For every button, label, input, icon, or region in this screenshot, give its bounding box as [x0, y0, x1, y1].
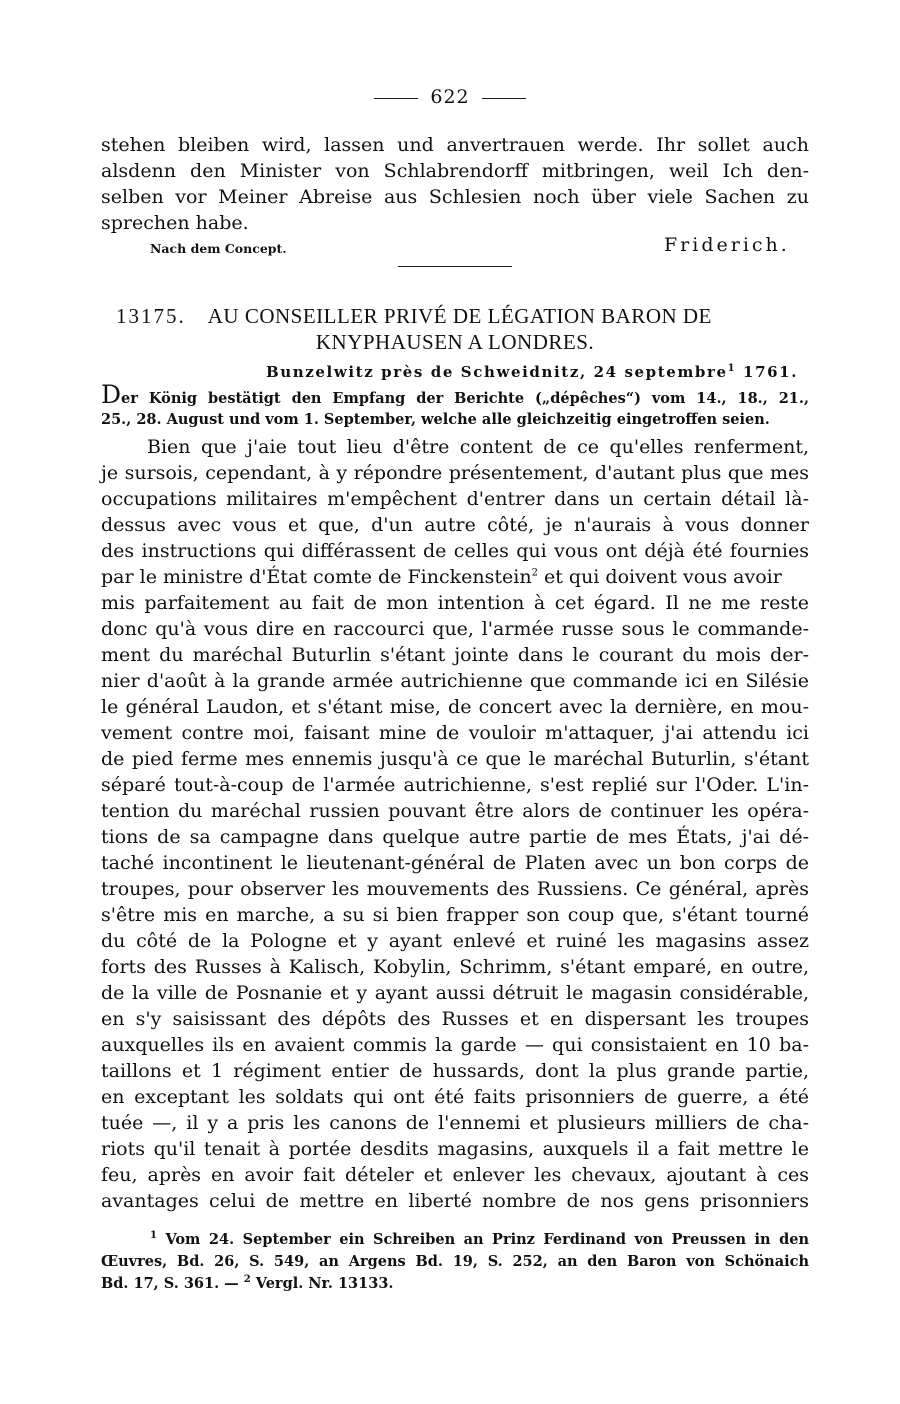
body-line: mis parfaitement au fait de mon intention à cet égard. Il ne me reste: [101, 592, 809, 614]
body-line: occupations militaires m'empêchent d'entrer dans un certain détail là-: [101, 488, 809, 510]
document-title-line1: AU CONSEILLER PRIVÉ DE LÉGATION BARON DE: [207, 304, 712, 328]
body-line: avantages celui de mettre en liberté nombre de nos gens prisonniers: [101, 1190, 809, 1212]
body-line: en exceptant les soldats qui ont été faits prisonniers de guerre, a été: [101, 1086, 809, 1108]
footnote-line: [150, 1230, 809, 1250]
body-line: je sursois, cependant, à y répondre présentement, d'autant plus que mes: [101, 462, 809, 484]
page-number-rule-right: [482, 98, 526, 99]
section-divider: [398, 266, 512, 267]
page-number-rule-left: [374, 98, 418, 99]
footnote-text: Bd. 17, S. 361. —: [101, 1275, 239, 1292]
body-line: du côté de la Pologne et y ayant enlevé et ruiné les magasins assez: [101, 930, 809, 952]
body-line6-text: par le ministre d'État comte de Finckenstein: [101, 566, 532, 588]
page-number: [0, 86, 900, 108]
body-line: tions de sa campagne dans quelque autre partie de mes États, j'ai dé-: [101, 826, 809, 848]
body-line: forts des Russes à Kalisch, Kobylin, Schrimm, s'étant emparé, en outre,: [101, 956, 809, 978]
dateline-year: 1761.: [743, 363, 799, 381]
document-heading: [116, 302, 806, 330]
source-note: Nach dem Concept.: [150, 241, 287, 256]
body-line: s'être mis en marche, a su si bien frapper son coup que, s'étant tourné: [101, 904, 809, 926]
footnote-marker: 1: [150, 1230, 157, 1242]
body-line: ment du maréchal Buturlin s'étant jointe dans le courant du mois der-: [101, 644, 809, 666]
summary-line1-text: er König bestätigt den Empfang der Berichte („dépêches“) vom 14., 18., 21.,: [121, 390, 809, 407]
dateline-text: Bunzelwitz près de Schweidnitz, 24 septembre: [266, 363, 728, 381]
body-line: donc qu'à vous dire en raccourci que, l'armée russe sous le commande-: [101, 618, 809, 640]
body-line: [101, 564, 809, 590]
body-line: feu, après en avoir fait dételer et enlever les chevaux, ajoutant à ces: [101, 1164, 809, 1186]
body-line: taché incontinent le lieutenant-général de Platen avec un bon corps de: [101, 852, 809, 874]
footnote-marker: 1: [727, 363, 737, 374]
body-line: le général Laudon, et s'étant mise, de concert avec la dernière, en mou-: [101, 696, 809, 718]
top-paragraph-line: alsdenn den Minister von Schlabrendorff mitbringen, weil Ich den-: [101, 160, 809, 182]
body-line: vement contre moi, faisant mine de vouloir m'attaquer, j'ai attendu ici: [101, 722, 809, 744]
page-number-text: 622: [430, 86, 470, 108]
summary-dropcap: D: [101, 380, 122, 409]
body-line: séparé tout-à-coup de l'armée autrichienne, s'est replié sur l'Oder. L'in-: [101, 774, 809, 796]
body-line: riots qu'il tenait à portée desdits magasins, auxquels il a fait mettre le: [101, 1138, 809, 1160]
body-line: tuée —, il y a pris les canons de l'ennemi et plusieurs milliers de cha-: [101, 1112, 809, 1134]
body-line: troupes, pour observer les mouvements des Russiens. Ce général, après: [101, 878, 809, 900]
body-line: Bien que j'aie tout lieu d'être content de ce qu'elles renferment,: [147, 436, 809, 458]
footnote-line: [101, 1274, 809, 1294]
body-line: auxquelles ils en avaient commis la garde — qui consistaient en 10 ba-: [101, 1034, 809, 1056]
body-line6-tail: et qui doivent vous avoir: [543, 566, 782, 588]
footnote-text: Vergl. Nr. 13133.: [255, 1275, 394, 1292]
footnote-text: Vom 24. September ein Schreiben an Prinz Ferdinand von Preussen in den: [165, 1231, 809, 1248]
top-paragraph-line: selben vor Meiner Abreise aus Schlesien noch über viele Sachen zu: [101, 186, 809, 208]
summary-line: 25., 28. August und vom 1. September, welche alle gleichzeitig eingetroffen seien.: [101, 411, 770, 428]
top-paragraph-line: sprechen habe.: [101, 212, 249, 234]
body-line: de pied ferme mes ennemis jusqu'à ce que le maréchal Buturlin, s'étant: [101, 748, 809, 770]
footnote-marker: 2: [531, 567, 538, 579]
footnote-line: Œuvres, Bd. 26, S. 549, an Argens Bd. 19, S. 252, an den Baron von Schönaich: [101, 1253, 809, 1270]
dateline: [266, 363, 798, 381]
document-title-line2: KNYPHAUSEN A LONDRES.: [315, 330, 595, 354]
body-line: taillons et 1 régiment entier de hussards, dont la plus grande partie,: [101, 1060, 809, 1082]
document-number: 13175.: [116, 304, 186, 328]
body-line: en s'y saisissant des dépôts des Russes et en dispersant les troupes: [101, 1008, 809, 1030]
signature: Friderich.: [664, 234, 790, 256]
body-line: de la ville de Posnanie et y ayant aussi détruit le magasin considérable,: [101, 982, 809, 1004]
body-line: nier d'août à la grande armée autrichienne que commande ici en Silésie: [101, 670, 809, 692]
body-line: dessus avec vous et que, d'un autre côté, je n'aurais à vous donner: [101, 514, 809, 536]
footnote-marker: 2: [243, 1274, 251, 1286]
body-line: des instructions qui différassent de celles qui vous ont déjà été fournies: [101, 540, 809, 562]
summary-line: [101, 380, 809, 409]
body-line: tention du maréchal russien pouvant être alors de continuer les opéra-: [101, 800, 809, 822]
top-paragraph-line: stehen bleiben wird, lassen und anvertrauen werde. Ihr sollet auch: [101, 134, 809, 156]
